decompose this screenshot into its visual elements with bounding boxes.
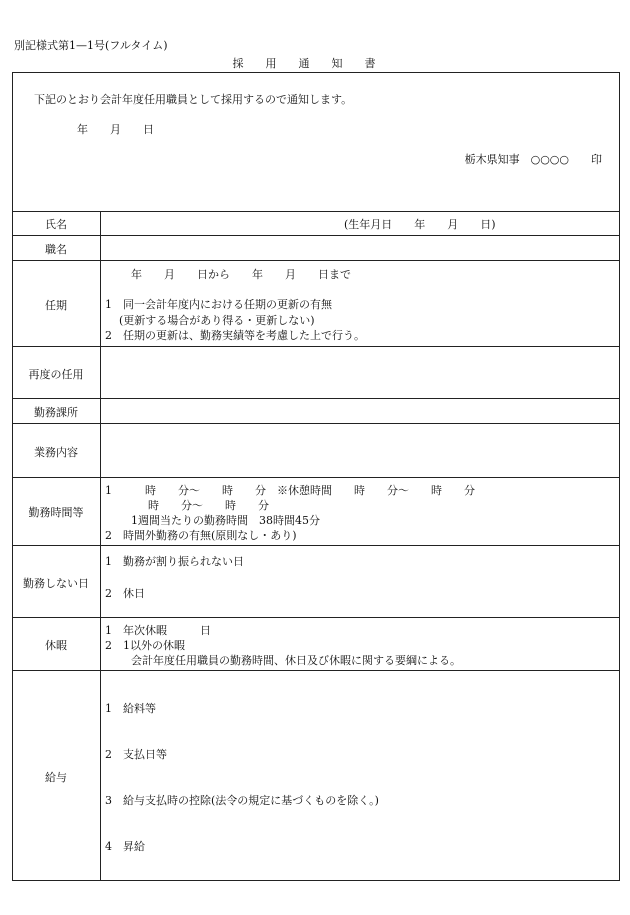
leave-item-2: 2 1以外の休暇 [105,639,185,652]
hours-line-1[interactable]: 1 時 分〜 時 分 ※休憩時間 時 分〜 時 分 [105,484,475,497]
term-item-1-options[interactable]: (更新する場合があり得る・更新しない) [119,314,315,327]
salary-item-1: 1 給料等 [105,702,156,715]
leave-item-1[interactable]: 1 年次休暇 日 [105,624,211,637]
salary-item-4: 4 昇給 [105,840,145,853]
row-divider [12,545,620,546]
label-column-divider [100,211,101,881]
notice-text: 下記のとおり会計年度任用職員として採用するので通知します。 [34,93,353,106]
form-number: 別記様式第1—1号(フルタイム) [14,39,168,52]
row-divider [12,346,620,347]
salary-item-3: 3 給与支払時の控除(法令の規定に基づくものを除く。) [105,794,379,807]
row-divider [12,670,620,671]
duties-label: 業務内容 [34,446,78,459]
term-item-2: 2 任期の更新は、勤務実績等を考慮した上で行う。 [105,329,365,342]
reappointment-label: 再度の任用 [28,368,84,381]
row-divider [12,398,620,399]
table-top-rule [12,211,620,212]
leave-label: 休暇 [45,639,67,652]
row-divider [12,423,620,424]
days-off-label: 勤務しない日 [23,577,89,590]
days-off-item-2: 2 休日 [105,587,145,600]
days-off-item-1: 1 勤務が割り振られない日 [105,555,244,568]
row-divider [12,260,620,261]
term-item-1: 1 同一会計年度内における任期の更新の有無 [105,298,332,311]
weekly-hours: 1週間当たりの勤務時間 38時間45分 [131,514,320,527]
document-title: 採用通知書 [232,57,398,70]
hours-line-2[interactable]: 時 分〜 時 分 [148,499,269,512]
row-divider [12,235,620,236]
term-period[interactable]: 年 月 日から 年 月 日まで [131,268,351,281]
salary-item-2: 2 支払日等 [105,748,167,761]
name-label: 氏名 [45,218,67,231]
notice-date: 年 月 日 [77,123,154,136]
hours-label: 勤務時間等 [28,506,84,519]
row-divider [12,617,620,618]
leave-item-2-note: 会計年度任用職員の勤務時間、休日及び休暇に関する要綱による。 [131,654,461,667]
workplace-label: 勤務課所 [34,406,78,419]
term-label: 任期 [45,299,67,312]
row-divider [12,477,620,478]
position-label: 職名 [45,243,67,256]
overtime-line[interactable]: 2 時間外勤務の有無(原則なし・あり) [105,529,297,542]
issuer-signature: 栃木県知事 ○○○○ 印 [464,153,602,166]
birth-date-field[interactable]: (生年月日 年 月 日) [344,218,496,231]
salary-label: 給与 [45,771,67,784]
